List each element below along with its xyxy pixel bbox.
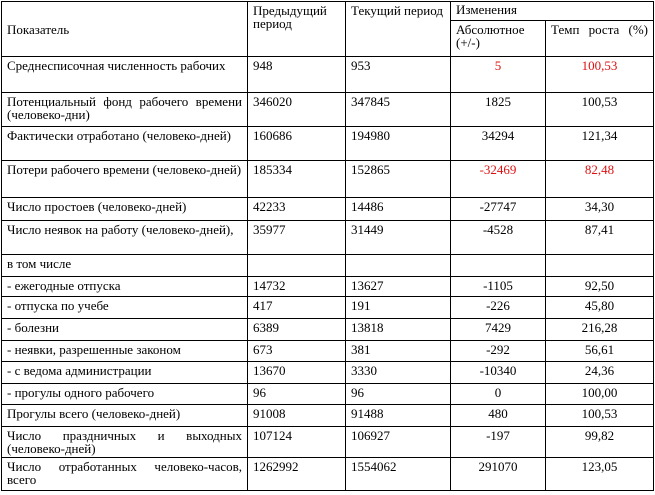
row-growth-rate: 24,36 bbox=[546, 362, 654, 384]
row-previous-value: 673 bbox=[248, 341, 346, 362]
row-current-value: 3330 bbox=[346, 362, 451, 384]
row-growth-rate: 100,53 bbox=[546, 405, 654, 427]
table-row bbox=[2, 57, 654, 93]
row-current-value: 13627 bbox=[346, 277, 451, 297]
row-current-value: 14486 bbox=[346, 198, 451, 221]
header-row-top bbox=[2, 2, 654, 21]
header-changes: Изменения bbox=[451, 2, 654, 21]
row-indicator-name: в том числе bbox=[2, 255, 248, 277]
workforce-table bbox=[1, 1, 654, 491]
row-absolute-change: -1105 bbox=[451, 277, 546, 297]
row-indicator-name: - неявки, разрешенные законом bbox=[2, 341, 248, 362]
header-previous-period: Предыдущий период bbox=[248, 2, 346, 57]
row-indicator-name: - ежегодные отпуска bbox=[2, 277, 248, 297]
row-absolute-change: 5 bbox=[451, 57, 546, 93]
row-absolute-change: 291070 bbox=[451, 458, 546, 491]
row-growth-rate: 82,48 bbox=[546, 161, 654, 198]
table-row bbox=[2, 277, 654, 297]
row-absolute-change: -292 bbox=[451, 341, 546, 362]
row-growth-rate: 45,80 bbox=[546, 297, 654, 319]
row-previous-value: 346020 bbox=[248, 93, 346, 127]
row-previous-value: 96 bbox=[248, 384, 346, 405]
table-row bbox=[2, 362, 654, 384]
row-indicator-name: - отпуска по учебе bbox=[2, 297, 248, 319]
row-current-value: 347845 bbox=[346, 93, 451, 127]
row-growth-rate: 100,53 bbox=[546, 57, 654, 93]
row-growth-rate: 216,28 bbox=[546, 319, 654, 341]
table-row bbox=[2, 341, 654, 362]
table-row bbox=[2, 221, 654, 255]
row-previous-value bbox=[248, 255, 346, 277]
row-growth-rate bbox=[546, 255, 654, 277]
row-absolute-change: 480 bbox=[451, 405, 546, 427]
row-previous-value: 14732 bbox=[248, 277, 346, 297]
row-previous-value: 185334 bbox=[248, 161, 346, 198]
row-absolute-change: 7429 bbox=[451, 319, 546, 341]
row-indicator-name: Число неявок на работу (человеко-дней), bbox=[2, 221, 248, 255]
row-growth-rate: 56,61 bbox=[546, 341, 654, 362]
row-current-value: 152865 bbox=[346, 161, 451, 198]
row-absolute-change bbox=[451, 255, 546, 277]
row-indicator-name: Число простоев (человеко-дней) bbox=[2, 198, 248, 221]
row-current-value: 1554062 bbox=[346, 458, 451, 491]
table-row bbox=[2, 384, 654, 405]
table-row bbox=[2, 297, 654, 319]
table-body bbox=[2, 57, 654, 491]
header-absolute: Абсолютное (+/-) bbox=[451, 21, 546, 57]
row-growth-rate: 92,50 bbox=[546, 277, 654, 297]
row-current-value: 191 bbox=[346, 297, 451, 319]
row-current-value: 106927 bbox=[346, 427, 451, 458]
row-current-value: 194980 bbox=[346, 127, 451, 161]
table-row bbox=[2, 255, 654, 277]
row-indicator-name: Число отработанных человеко-часов, всего bbox=[2, 458, 248, 491]
row-previous-value: 42233 bbox=[248, 198, 346, 221]
row-current-value: 953 bbox=[346, 57, 451, 93]
row-absolute-change: 1825 bbox=[451, 93, 546, 127]
row-absolute-change: 0 bbox=[451, 384, 546, 405]
header-current-period: Текущий период bbox=[346, 2, 451, 57]
row-previous-value: 91008 bbox=[248, 405, 346, 427]
row-indicator-name: - болезни bbox=[2, 319, 248, 341]
row-absolute-change: -226 bbox=[451, 297, 546, 319]
row-previous-value: 417 bbox=[248, 297, 346, 319]
row-growth-rate: 87,41 bbox=[546, 221, 654, 255]
row-current-value: 13818 bbox=[346, 319, 451, 341]
header-indicator: Показатель bbox=[2, 2, 248, 57]
row-absolute-change: -32469 bbox=[451, 161, 546, 198]
row-indicator-name: Среднесписочная численность рабочих bbox=[2, 57, 248, 93]
row-absolute-change: -27747 bbox=[451, 198, 546, 221]
table-row bbox=[2, 319, 654, 341]
row-indicator-name: Фактически отработано (человеко-дней) bbox=[2, 127, 248, 161]
row-growth-rate: 99,82 bbox=[546, 427, 654, 458]
table-row bbox=[2, 458, 654, 491]
row-absolute-change: -197 bbox=[451, 427, 546, 458]
row-indicator-name: - с ведома администрации bbox=[2, 362, 248, 384]
table-row bbox=[2, 198, 654, 221]
row-current-value bbox=[346, 255, 451, 277]
header-growth-rate: Темп роста (%) bbox=[546, 21, 654, 57]
row-previous-value: 107124 bbox=[248, 427, 346, 458]
row-current-value: 96 bbox=[346, 384, 451, 405]
row-growth-rate: 34,30 bbox=[546, 198, 654, 221]
table-row bbox=[2, 427, 654, 458]
row-previous-value: 1262992 bbox=[248, 458, 346, 491]
table-row bbox=[2, 127, 654, 161]
row-current-value: 31449 bbox=[346, 221, 451, 255]
row-indicator-name: Прогулы всего (человеко-дней) bbox=[2, 405, 248, 427]
row-indicator-name: - прогулы одного рабочего bbox=[2, 384, 248, 405]
row-growth-rate: 123,05 bbox=[546, 458, 654, 491]
table-row bbox=[2, 93, 654, 127]
row-growth-rate: 121,34 bbox=[546, 127, 654, 161]
row-previous-value: 13670 bbox=[248, 362, 346, 384]
row-previous-value: 6389 bbox=[248, 319, 346, 341]
row-absolute-change: -10340 bbox=[451, 362, 546, 384]
table-row bbox=[2, 161, 654, 198]
row-current-value: 91488 bbox=[346, 405, 451, 427]
table-row bbox=[2, 405, 654, 427]
row-indicator-name: Число праздничных и выходных (человеко-дней) bbox=[2, 427, 248, 458]
row-previous-value: 948 bbox=[248, 57, 346, 93]
row-previous-value: 35977 bbox=[248, 221, 346, 255]
row-absolute-change: 34294 bbox=[451, 127, 546, 161]
row-current-value: 381 bbox=[346, 341, 451, 362]
row-indicator-name: Потери рабочего времени (человеко-дней) bbox=[2, 161, 248, 198]
row-indicator-name: Потенциальный фонд рабочего времени (человеко-дни) bbox=[2, 93, 248, 127]
row-previous-value: 160686 bbox=[248, 127, 346, 161]
row-growth-rate: 100,00 bbox=[546, 384, 654, 405]
row-growth-rate: 100,53 bbox=[546, 93, 654, 127]
data-table-container bbox=[1, 1, 654, 491]
row-absolute-change: -4528 bbox=[451, 221, 546, 255]
